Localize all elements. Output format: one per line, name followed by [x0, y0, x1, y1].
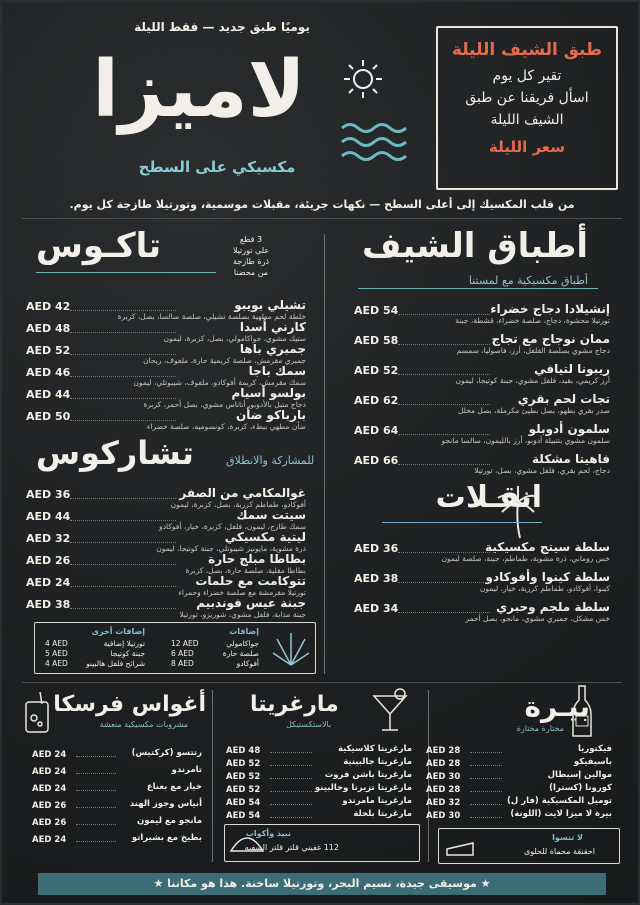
item-description: سلمون مشوي بتتبيلة أدوبو، أرز بالليمون، سالسا مانجو — [441, 436, 610, 445]
leader-dots — [398, 612, 490, 613]
menu-item — [354, 452, 610, 480]
item-price: AED 62 — [354, 394, 399, 407]
menu-item — [32, 799, 202, 813]
item-name: سيتت سمك — [236, 508, 306, 522]
item-name: مارغريتا بلحلة — [353, 809, 412, 819]
leader-dots — [470, 765, 502, 766]
sharing-subtitle: للمشاركة والانطلاق — [226, 454, 315, 467]
chef-special-box — [436, 26, 618, 190]
leader-dots — [398, 582, 490, 583]
item-price: AED 42 — [26, 300, 71, 313]
menu-item — [354, 332, 610, 360]
item-name: كورونا (كسترا) — [549, 783, 612, 793]
item-price: AED 30 — [426, 811, 461, 821]
item-name: خيار مع بعناع — [146, 782, 202, 792]
item-name: فيكتوريا — [577, 744, 612, 754]
addon-item — [171, 639, 259, 649]
subtitle: مكسيكي على السطح — [138, 158, 296, 176]
leader-dots — [70, 310, 176, 311]
leader-dots — [398, 464, 490, 465]
item-name: تامرندو — [171, 765, 202, 775]
item-price: AED 30 — [426, 772, 461, 782]
item-name: فاهيتا مشكلة — [532, 452, 610, 466]
leader-dots — [270, 778, 312, 779]
item-price: AED 28 — [426, 759, 461, 769]
addon-name: شرائح فلفل هالبينو — [86, 659, 145, 668]
item-name: بطاطا مبلج حارة — [208, 552, 306, 566]
leader-dots — [470, 804, 502, 805]
item-name: غوالمكامي من الصفر — [179, 486, 306, 500]
additions-title: إضافات — [229, 627, 259, 636]
agave-icon — [271, 627, 311, 667]
menu-item — [426, 757, 612, 771]
menu-item — [226, 796, 412, 810]
menu-item — [226, 770, 412, 784]
item-price: AED 24 — [32, 767, 67, 777]
dessert-box — [438, 828, 620, 864]
leader-dots — [398, 314, 490, 315]
leader-dots — [470, 817, 502, 818]
leader-dots — [70, 420, 176, 421]
cocktail-glass-icon — [370, 686, 410, 734]
addon-price: 5 AED — [45, 649, 68, 658]
addon-name: جواكامولي — [226, 639, 259, 648]
fresh-water-subtitle: مشروبات مكسيكية منعشة — [99, 720, 188, 729]
item-name: تشيلي بويبو — [234, 298, 306, 312]
item-name: مارغريتا مامرندو — [342, 796, 412, 806]
item-price: AED 36 — [26, 488, 71, 501]
addon-name: تورتيلا إضافية — [103, 639, 145, 648]
dessert-box-title: لا تنسوا — [552, 833, 583, 842]
item-description: جبنة مذابة، فلفل مشوي، شوريزو، تورتيلا — [179, 610, 306, 619]
item-price: AED 28 — [426, 746, 461, 756]
menu-item — [426, 809, 612, 823]
item-name: ليتية مكسيكي — [224, 530, 306, 544]
item-description: تورتيلا مقرمشة مع صلصة خضراء وحمراء — [178, 588, 306, 597]
footer-banner — [38, 873, 606, 895]
chef-special-title: طبق الشيف الليلة — [451, 40, 603, 60]
salads-title: انقـلات — [435, 480, 542, 515]
addon-item — [45, 659, 145, 669]
tacos-title: تاكـوس — [36, 226, 162, 266]
sharing-title: تشاركوس — [36, 434, 194, 472]
leader-dots — [398, 434, 490, 435]
addon-price: 8 AED — [171, 659, 194, 668]
logo: لاميزا — [92, 45, 306, 135]
addon-name: جبنة كوتيجا — [110, 649, 145, 658]
item-name: سمك باجا — [248, 364, 306, 378]
chef-special-line1: تقير كل يوم — [492, 68, 562, 84]
item-description: ستيك مشوي، جواكامولي، بصل، كزبرة، ليمون — [163, 334, 306, 343]
item-description: جمبري مقرمش، صلصة كريمية حارة، ملفوف، ريحان — [143, 356, 306, 365]
item-price: AED 24 — [32, 750, 67, 760]
item-name: بيرة لا ميزا لايت (اللونة) — [510, 809, 612, 819]
addon-price: 4 AED — [45, 659, 68, 668]
leader-dots — [470, 791, 502, 792]
item-price: AED 32 — [426, 798, 461, 808]
tacos-note — [228, 234, 274, 278]
leader-dots — [270, 791, 312, 792]
item-price: AED 48 — [26, 322, 71, 335]
star-icon: ★ — [153, 877, 168, 890]
footer-text: موسيقى جيدة، نسيم البحر، وتورتيلا ساخنة. هذا هو مكاننا — [167, 877, 477, 890]
leader-dots — [470, 752, 502, 753]
tacos-note-2: على تورتيلا — [232, 246, 270, 255]
menu-item — [426, 796, 612, 810]
menu-item — [32, 748, 202, 762]
item-description: سمك مقرمش، كريمة أفوكادو، ملفوف، شيبوتلي، ليمون — [133, 378, 306, 387]
leader-dots — [70, 586, 176, 587]
taco-icon — [229, 831, 265, 855]
leader-dots — [398, 374, 490, 375]
menu-item — [26, 408, 306, 436]
menu-item — [426, 770, 612, 784]
item-price: AED 52 — [226, 772, 261, 782]
additions-box — [34, 622, 316, 674]
chef-dishes-title: أطباق الشيف — [362, 226, 588, 266]
item-name: سلمون أدوبلو — [528, 422, 610, 436]
item-price: AED 44 — [26, 388, 71, 401]
leader-dots — [76, 841, 116, 842]
leader-dots — [70, 398, 176, 399]
menu-item — [226, 744, 412, 758]
menu-item — [354, 302, 610, 330]
item-price: AED 52 — [226, 785, 261, 795]
menu-item — [426, 783, 612, 797]
item-price: AED 26 — [32, 801, 67, 811]
wine-box — [224, 824, 420, 862]
beer-subtitle: مختارة مختارة — [516, 724, 564, 733]
item-name: مارغريتا كلاسيكية — [337, 744, 412, 754]
item-price: AED 54 — [226, 798, 261, 808]
addon-item — [171, 649, 259, 659]
star-icon: ★ — [476, 877, 491, 890]
leader-dots — [76, 756, 116, 757]
leader-dots — [470, 778, 502, 779]
item-description: ذرة مشوية، مايونيز شيبوتلي، جبنة كوتيجا، ليمون — [156, 544, 306, 553]
item-price: AED 44 — [26, 510, 71, 523]
tacos-note-1: 3 قطع — [239, 235, 263, 244]
menu-item — [226, 757, 412, 771]
addon-price: 4 AED — [45, 639, 68, 648]
leader-dots — [270, 765, 312, 766]
item-name: إنشيلادا دجاج خضراء — [490, 302, 610, 316]
item-price: AED 24 — [26, 576, 71, 589]
menu-item — [226, 783, 412, 797]
menu-item — [354, 540, 610, 568]
extras-title: إضافات أخرى — [91, 627, 145, 636]
menu-item — [354, 570, 610, 598]
item-description: سمك طازج، ليمون، فلفل، كزبرة، خيار، أفوكادو — [159, 522, 306, 531]
tacos-note-3: ذرة طازجة — [232, 257, 270, 266]
item-description: دجاج مشوي بصلصة الفلفل، أرز، فاصوليا، سمسم — [456, 346, 610, 355]
item-price: AED 28 — [426, 785, 461, 795]
item-description: خلطة لحم مطهية بصلصة تشيلي، صلصة سالسا، بصل، كزبرة — [117, 312, 306, 321]
beer-title: بيـرة — [524, 690, 590, 723]
item-name: مارغريتا باشن فروت — [324, 770, 412, 780]
item-price: AED 58 — [354, 334, 399, 347]
item-description: أفوكادو، طماطم كرزية، بصل، كزبرة، ليمون — [170, 500, 306, 509]
leader-dots — [70, 354, 176, 355]
leader-dots — [70, 376, 176, 377]
leader-dots — [76, 773, 116, 774]
item-name: بولسو أسيام — [231, 386, 306, 400]
leader-dots — [398, 552, 490, 553]
item-name: مارغريتا تزيرتا وحالبينو — [314, 783, 412, 793]
addon-name: أفوكادو — [236, 659, 259, 668]
chef-dishes-subtitle: أطباق مكسيكية مع لمستنا — [468, 274, 588, 287]
sun-icon — [342, 58, 384, 100]
item-price: AED 52 — [26, 344, 71, 357]
item-name: مارغريتا جالبينية — [343, 757, 412, 767]
dessert-box-line: احقنقة محماة للحلوى — [523, 847, 595, 856]
menu-item — [354, 422, 610, 450]
addon-item — [171, 659, 259, 669]
item-description: كينوا، أفوكادو، طماطم كرزية، خيار، ليمون — [479, 584, 610, 593]
item-price: AED 54 — [226, 811, 261, 821]
item-price: AED 38 — [26, 598, 71, 611]
menu-item — [226, 809, 412, 823]
leader-dots — [70, 542, 176, 543]
item-name: موالين إسبطال — [547, 770, 612, 780]
leader-dots — [76, 824, 116, 825]
item-name: بارباكو ضأن — [236, 408, 306, 422]
tagline: يوميًا طبق جديد — فقط الليلة — [134, 20, 310, 34]
leader-dots — [76, 807, 116, 808]
item-description: بطاطا مقلية، صلصة حارة، بصل، كزبرة — [185, 566, 306, 575]
margarita-title: مارغريتا — [250, 692, 339, 717]
leader-dots — [270, 804, 312, 805]
item-name: باسيفيكو — [573, 757, 612, 767]
fresh-water-title: أغواس فرسكا — [53, 692, 206, 717]
leader-dots — [70, 564, 176, 565]
menu-item — [32, 833, 202, 847]
glass-drink-icon — [22, 690, 56, 734]
item-price: AED 24 — [32, 784, 67, 794]
item-price: AED 46 — [26, 366, 71, 379]
item-description: أرز كريمي، بقيد، فلفل مشوي، جبنة كوتيجا، ليمون — [455, 376, 610, 385]
wine-box-title: نبيذ وأكواب — [245, 829, 291, 838]
addon-price: 6 AED — [171, 649, 194, 658]
item-name: جمبري باها — [239, 342, 306, 356]
chef-special-line3: الشيف الليلة — [490, 112, 564, 128]
menu-item — [26, 596, 306, 624]
item-name: تجات لحم بقري — [517, 392, 610, 406]
item-name: سلطة ملجم وحبري — [496, 600, 610, 614]
leader-dots — [70, 608, 176, 609]
leader-dots — [398, 404, 490, 405]
item-price: AED 32 — [26, 532, 71, 545]
item-price: AED 36 — [354, 542, 399, 555]
wine-box-line: 112 غفيني قلتر قلتر السفيه — [244, 843, 339, 852]
item-description: خس مشكل، جمبري مشوي، مانجو، بصل أحمر — [465, 614, 610, 623]
item-price: AED 52 — [226, 759, 261, 769]
item-price: AED 48 — [226, 746, 261, 756]
item-price: AED 38 — [354, 572, 399, 585]
item-price: AED 26 — [26, 554, 71, 567]
tacos-note-4: من محضنا — [233, 268, 269, 277]
item-description: دجاج متبل بالأدوبو، أناناس مشوي، بصل أحمر، كزبرة — [143, 400, 306, 409]
item-name: ريبونا لتيافي — [534, 362, 610, 376]
menu-item — [354, 600, 610, 628]
leader-dots — [270, 752, 312, 753]
item-price: AED 34 — [354, 602, 399, 615]
menu-item — [32, 782, 202, 796]
leader-dots — [70, 332, 176, 333]
item-description: دجاج، لحم بقري، فلفل مشوي، بصل، تورتيلا — [474, 466, 610, 475]
item-description: خس روماني، ذرة مشوية، طماطم، جبنة، صلصة ليمون — [441, 554, 610, 563]
cake-slice-icon — [445, 835, 475, 857]
leader-dots — [270, 817, 312, 818]
leader-dots — [398, 344, 490, 345]
item-price: AED 50 — [26, 410, 71, 423]
menu-item — [32, 765, 202, 779]
leader-dots — [70, 520, 176, 521]
item-name: سلطة سيتج مكسيكية — [485, 540, 610, 554]
menu-item — [354, 392, 610, 420]
item-name: توميل المكسيكية (فار ل) — [507, 796, 612, 806]
item-name: بطيخ مع بشيراتو — [131, 833, 202, 843]
item-price: AED 64 — [354, 424, 399, 437]
item-name: رتتسو (كركتيس) — [131, 748, 202, 758]
item-name: سلطة كينوا وأفوكادو — [485, 570, 610, 584]
item-price: AED 54 — [354, 304, 399, 317]
leader-dots — [70, 498, 176, 499]
menu-item — [32, 816, 202, 830]
item-name: كارني أسدا — [239, 320, 306, 334]
item-price: AED 66 — [354, 454, 399, 467]
chef-special-price: سعر الليلة — [488, 138, 565, 156]
item-name: مانجو مع ليمون — [136, 816, 202, 826]
item-name: ممان نوجاج مع تجاج — [491, 332, 610, 346]
addon-name: صلصة حارة — [222, 649, 259, 658]
addon-item — [45, 649, 145, 659]
item-price: AED 26 — [32, 818, 67, 828]
item-description: صدر بقري بطهو، بصل بطيئ مكرملة، بصل مخلل — [457, 406, 610, 415]
item-name: أنياس وجوز الهند — [129, 799, 202, 809]
addon-price: 12 AED — [171, 639, 199, 648]
leader-dots — [76, 790, 116, 791]
menu-item — [426, 744, 612, 758]
item-name: جبنة عيس فوندبيم — [196, 596, 306, 610]
item-price: AED 24 — [32, 835, 67, 845]
item-price: AED 52 — [354, 364, 399, 377]
item-name: تتوكامت مع حلمات — [195, 574, 306, 588]
waves-icon — [340, 120, 410, 164]
menu-item — [354, 362, 610, 390]
item-description: ضأن مطهي ببطء، كزبرة، كونسوميه، صلصة خضراء — [146, 422, 306, 431]
margarita-subtitle: بالاستكستيكل — [286, 720, 332, 729]
item-description: تورتيلا محشوة، دجاج، صلصة خضراء، قشطة، جبنة — [455, 316, 610, 325]
intro-text: من قلب المكسيك إلى أعلى السطح — نكهات جريئة، مقبلات موسمية، وتورتيلا طازجة كل يوم. — [69, 198, 575, 211]
chef-special-line2: اسأل فريقنا عن طبق — [465, 90, 589, 106]
addon-item — [45, 639, 145, 649]
beer-bottle-icon — [570, 684, 594, 740]
